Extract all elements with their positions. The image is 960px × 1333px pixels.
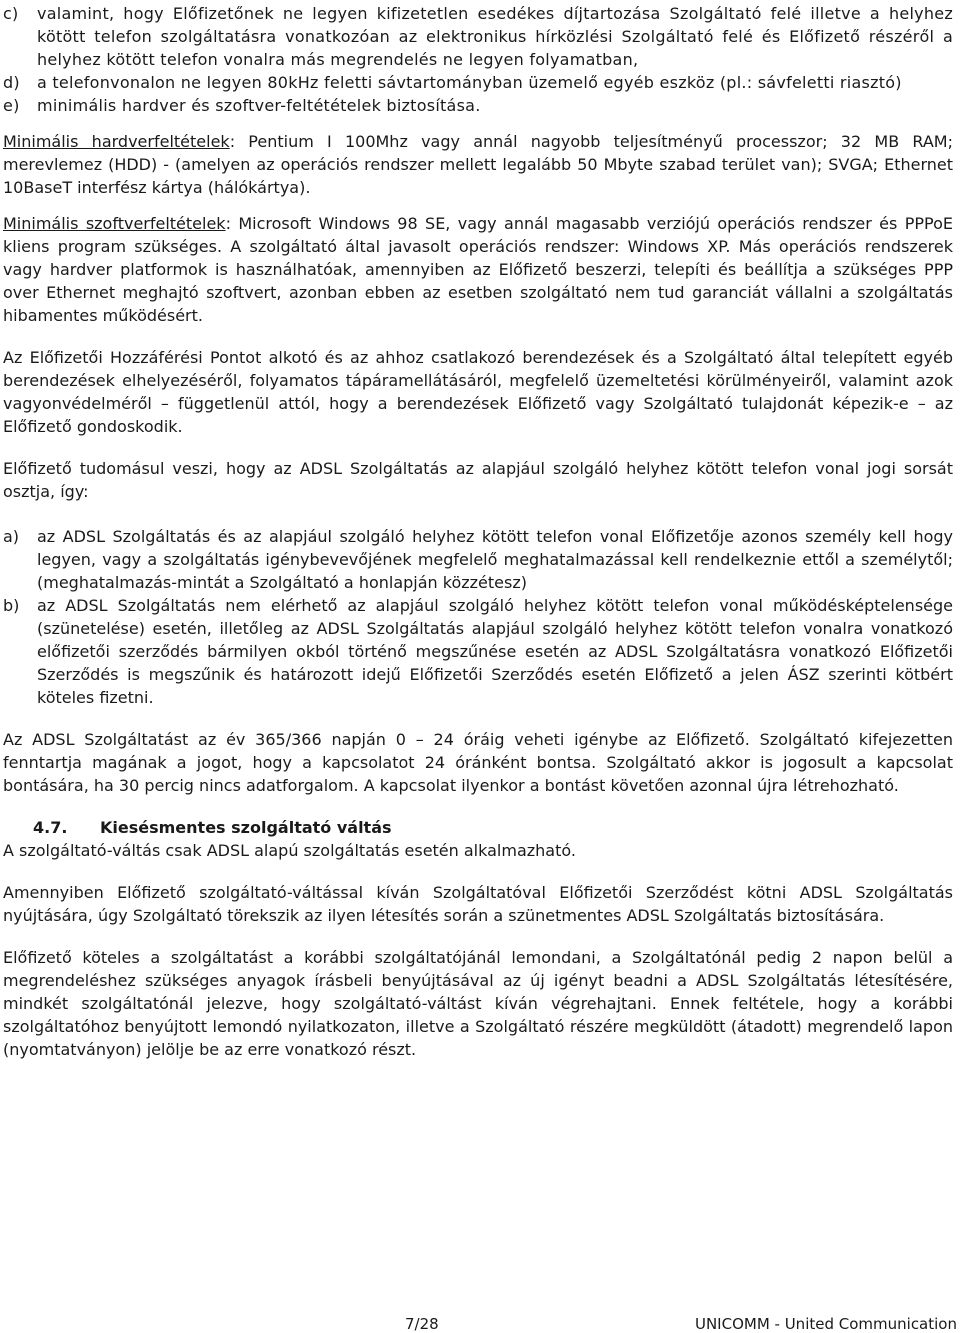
list-item-text: a telefonvonalon ne legyen 80kHz feletti sávtartományban üzemelő egyéb eszköz (pl.: sávfeletti riasztó) bbox=[37, 73, 902, 92]
hardware-requirements-paragraph bbox=[3, 130, 953, 199]
list-item-text: minimális hardver és szoftver-feltétételek biztosítása. bbox=[37, 96, 481, 115]
switch-paragraph-2: Amennyiben Előfizető szolgáltató-váltással kíván Szolgáltatóval Előfizetői Szerződést kötni ADSL Szolgáltatás nyújtására, úgy Szolgáltató törekszik az ilyen létesítés során a szünetmentes ADSL Szolgáltatás biztosítására. bbox=[3, 883, 953, 925]
fate-list bbox=[3, 525, 953, 709]
document-page bbox=[3, 2, 953, 1061]
list-item-e bbox=[3, 94, 953, 117]
list-item-text: az ADSL Szolgáltatás és az alapjául szolgáló helyhez kötött telefon vonal Előfizetője azonos személy kell hogy legyen, vagy a szolgáltatás igénybevevőjének megfelelő meghatalmazással kell rendelkeznie ettől a személytől; (meghatalmazás-mintát a Szolgáltató a honlapján közzétesz) bbox=[37, 527, 953, 592]
list-item-text: valamint, hogy Előfizetőnek ne legyen kifizetetlen esedékes díjtartozása Szolgáltató felé illetve a helyhez kötött telefon szolgáltatásra vonatkozóan az elektronikus hírközlési Szolgáltató felé és Előfizető részéről a helyhez kötött telefon vonalra más megrendelés ne legyen folyamatban, bbox=[37, 4, 953, 69]
switch-paragraph-1: A szolgáltató-váltás csak ADSL alapú szolgáltatás esetén alkalmazható. bbox=[3, 841, 576, 860]
page-number: 7/28 bbox=[405, 1315, 439, 1333]
software-requirements-label: Minimális szoftverfeltételek bbox=[3, 214, 226, 233]
access-point-paragraph: Az Előfizetői Hozzáférési Pontot alkotó és az ahhoz csatlakozó berendezések és a Szolgáltató által telepített egyéb berendezések elhelyezéséről, folyamatos tápáramellátásáról, megfelelő üzemeltetési körülményeiről, valamint azok vagyonvédelméről – függetlenül attól, hogy a berendezések Előfizető vagy Szolgáltató tulajdonát képezik-e – az Előfizető gondoskodik. bbox=[3, 348, 953, 436]
list-marker: d) bbox=[3, 73, 20, 92]
fate-intro-paragraph: Előfizető tudomásul veszi, hogy az ADSL Szolgáltatás az alapjául szolgáló helyhez kötött telefon vonal jogi sorsát osztja, így: bbox=[3, 459, 953, 501]
availability-paragraph: Az ADSL Szolgáltatást az év 365/366 napján 0 – 24 óráig veheti igénybe az Előfizető. Szolgáltató kifejezetten fenntartja magának a jogot, hogy a kapcsolatot 24 óránként bontsa. Szolgáltató akkor is jogosult a kapcsolat bontására, ha 30 percig nincs adatforgalom. A kapcsolat ilyenkor a bontást követően azonnal újra létrehozható. bbox=[3, 730, 953, 795]
list-item-c bbox=[3, 2, 953, 71]
hardware-requirements-text: : Pentium I 100Mhz vagy annál nagyobb teljesítményű processzor; 32 MB RAM; merevlemez (HDD) - (amelyen az operációs rendszer mellett legalább 50 Mbyte szabad terület van); SVGA; Ethernet 10BaseT interfész kártya (hálókártya). bbox=[3, 132, 954, 197]
list-item-a bbox=[3, 525, 953, 594]
software-requirements-paragraph bbox=[3, 212, 953, 327]
company-name: UNICOMM - United Communication bbox=[694, 1315, 957, 1333]
switch-paragraph-3: Előfizető köteles a szolgáltatást a korábbi szolgáltatójánál lemondani, a Szolgáltatónál pedig 2 napon belül a megrendeléshez szükséges anyagok írásbeli benyújtásával az új igényt beadni a ADSL Szolgáltatás létesítésére, mindkét szolgáltatónál jelezve, hogy szolgáltató-váltást kíván végrehajtani. Ennek feltétele, hogy a korábbi szolgáltatóhoz benyújtott lemondó nyilatkozaton, illetve a Szolgáltató részére megküldött (átadott) megrendelő lapon (nyomtatványon) jelölje be az erre vonatkozó részt. bbox=[3, 948, 953, 1059]
requirements-list bbox=[3, 2, 953, 117]
list-marker: b) bbox=[3, 596, 20, 615]
list-item-text: az ADSL Szolgáltatás nem elérhető az alapjául szolgáló helyhez kötött telefon vonal működésképtelensége (szünetelése) esetén, illetőleg az ADSL Szolgáltatás alapjául szolgáló helyhez kötött telefon vonalra vonatkozó előfizetői szerződés bármilyen okból történő megszűnése esetén az ADSL Szolgáltatásra vonatkozó Előfizetői Szerződés is megszűnik és határozott idejű Előfizetői Szerződés esetén Előfizető a jelen ÁSZ szerinti kötbért köteles fizetni. bbox=[37, 596, 953, 707]
hardware-requirements-label: Minimális hardverfeltételek bbox=[3, 132, 230, 151]
section-title: Kiesésmentes szolgáltató váltás bbox=[100, 818, 392, 837]
software-requirements-text: : Microsoft Windows 98 SE, vagy annál magasabb verziójú operációs rendszer és PPPoE kliens program szükséges. A szolgáltató által javasolt operációs rendszer: Windows XP. Más operációs rendszerek vagy hardver platformok is használhatóak, amennyiben az Előfizető beszerzi, telepíti és beállítja a szükséges PPP over Ethernet meghajtó szoftvert, azonban ebben az esetben szolgáltató nem tud garanciát vállalni a szolgáltatás hibamentes működésért. bbox=[3, 214, 953, 325]
section-number: 4.7. bbox=[33, 818, 68, 837]
list-marker: a) bbox=[3, 527, 20, 546]
list-item-d bbox=[3, 71, 953, 94]
list-marker: e) bbox=[3, 96, 20, 115]
list-item-b bbox=[3, 594, 953, 709]
list-marker: c) bbox=[3, 4, 19, 23]
section-heading bbox=[3, 816, 953, 839]
